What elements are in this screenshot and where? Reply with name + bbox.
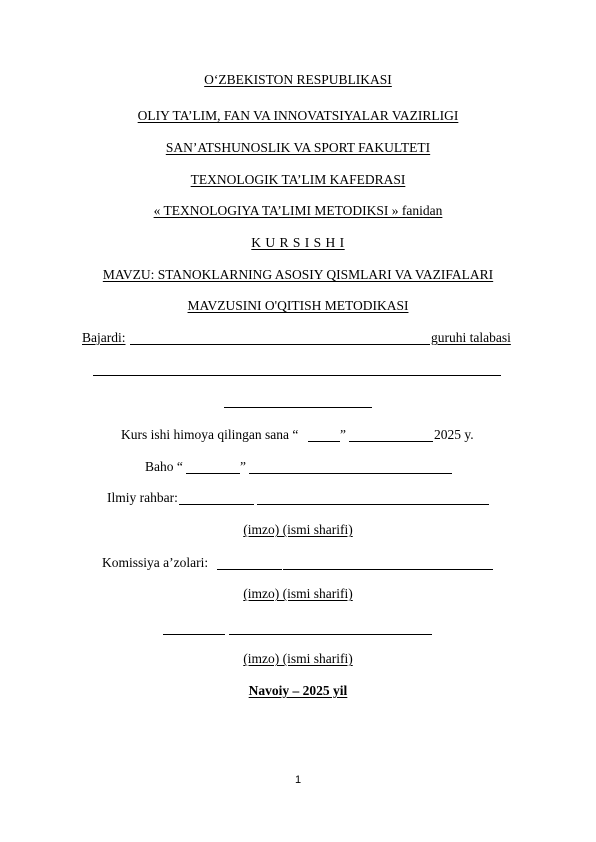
topic-line-1: MAVZU: STANOKLARNING ASOSIY QISMLARI VA VAZIFALARI <box>102 267 494 282</box>
defense-year: 2025 y. <box>434 427 474 442</box>
commission-signature-caption-1: (imzo) (ismi sharifi) <box>243 586 353 601</box>
student-label: Bajardi: <box>82 330 126 345</box>
faculty-heading: SAN’ATSHUNOSLIK VA SPORT FAKULTETI <box>165 140 431 155</box>
defense-date-label: Kurs ishi himoya qilingan sana “ <box>121 427 299 442</box>
blank-line-1 <box>93 375 501 376</box>
grade-quote-close: ” <box>240 459 246 474</box>
subject-line: « TEXNOLOGIYA TA’LIMI METODIKSI » fanidan <box>153 203 443 218</box>
grade-words-blank <box>249 473 452 474</box>
commission-signature-blank-1 <box>217 569 282 570</box>
commission-name-blank-2 <box>229 634 432 635</box>
topic-line-2: MAVZUSINI O'QITISH METODIKASI <box>187 298 409 313</box>
defense-quote-close: ” <box>340 427 346 442</box>
commission-name-blank-1 <box>283 569 493 570</box>
grade-value-blank <box>186 473 240 474</box>
commission-signature-caption-2: (imzo) (ismi sharifi) <box>243 651 353 666</box>
document-type: K U R S I S H I <box>251 235 345 250</box>
place-and-year: Navoiy – 2025 yil <box>248 683 348 698</box>
supervisor-label: Ilmiy rahbar: <box>107 490 178 505</box>
student-name-blank <box>130 344 430 345</box>
blank-line-2 <box>224 407 372 408</box>
commission-signature-blank-2 <box>163 634 225 635</box>
supervisor-signature-caption: (imzo) (ismi sharifi) <box>243 522 353 537</box>
defense-day-blank <box>308 441 340 442</box>
grade-label: Baho “ <box>145 459 183 474</box>
ministry-heading: OLIY TA’LIM, FAN VA INNOVATSIYALAR VAZIRLIGI <box>137 108 459 123</box>
page-number: 1 <box>294 774 302 786</box>
supervisor-signature-blank <box>179 504 254 505</box>
commission-label: Komissiya a’zolari: <box>102 555 209 570</box>
republic-heading: O‘ZBEKISTON RESPUBLIKASI <box>204 72 392 87</box>
defense-month-blank <box>349 441 433 442</box>
supervisor-name-blank <box>257 504 489 505</box>
department-heading: TEXNOLOGIK TA’LIM KAFEDRASI <box>190 172 406 187</box>
student-group-label: guruhi talabasi <box>431 330 511 345</box>
